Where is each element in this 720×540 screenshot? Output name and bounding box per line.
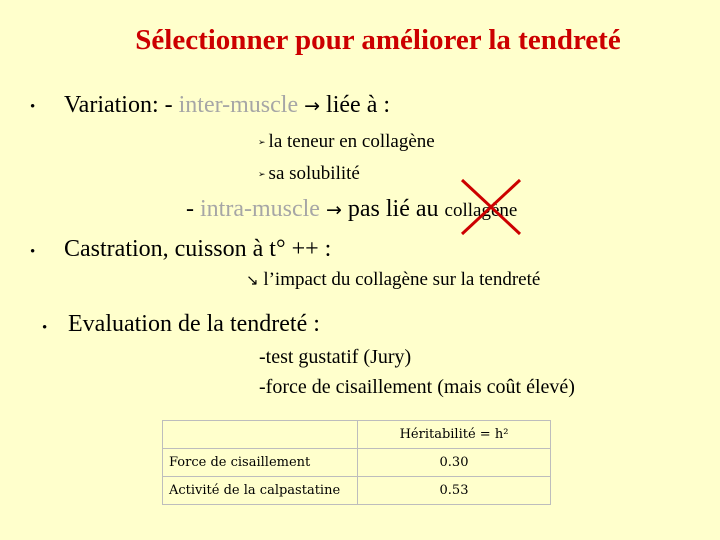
inter-rest-text: liée à : (326, 92, 391, 118)
right-arrow-icon: → (304, 95, 321, 117)
right-arrow-icon: → (325, 199, 342, 221)
bullet-castration: • (30, 244, 36, 260)
table-row (163, 449, 551, 477)
castration-label: Castration, cuisson à t° ++ : (64, 236, 332, 262)
down-right-arrow-icon: ↘ (246, 271, 259, 289)
variation-label: Variation: (64, 92, 159, 118)
table-row-label: Force de cisaillement (163, 449, 358, 477)
heritability-table (162, 420, 551, 505)
variation-line (64, 92, 390, 119)
sub-item-solubility (258, 163, 360, 185)
table-header-row (163, 421, 551, 449)
bullet-variation: • (30, 99, 36, 115)
intra-rest-text-a: pas lié au (347, 196, 439, 222)
castration-sub-text: l’impact du collagène sur la tendreté (263, 269, 541, 290)
table-row-value: 0.53 (358, 477, 551, 505)
inter-dash: - (164, 92, 179, 118)
intra-rest-text-b: collagène (444, 200, 518, 221)
arrowhead-bullet-icon: ➢ (258, 169, 266, 180)
table-header-empty (163, 421, 358, 449)
table-row (163, 477, 551, 505)
sub-item-collagen (258, 131, 435, 153)
table-row-value: 0.30 (358, 449, 551, 477)
page-title: Sélectionner pour améliorer la tendreté (135, 24, 621, 56)
table-header-heritability: Héritabilité = h² (358, 421, 551, 449)
evaluation-label: Evaluation de la tendreté : (68, 311, 320, 337)
sub-item-collagen-text: la teneur en collagène (268, 131, 435, 152)
intra-muscle-text: intra-muscle (200, 196, 320, 222)
red-cross-icon (460, 178, 522, 236)
castration-sub (246, 269, 540, 291)
arrowhead-bullet-icon: ➢ (258, 137, 266, 148)
evaluation-item-jury: -test gustatif (Jury) (259, 346, 412, 368)
sub-item-solubility-text: sa solubilité (268, 163, 360, 184)
inter-muscle-text: inter-muscle (178, 92, 299, 118)
intra-dash: - (186, 196, 200, 222)
table-row-label: Activité de la calpastatine (163, 477, 358, 505)
evaluation-item-shear: -force de cisaillement (mais coût élevé) (259, 376, 575, 398)
bullet-evaluation: • (42, 320, 48, 336)
